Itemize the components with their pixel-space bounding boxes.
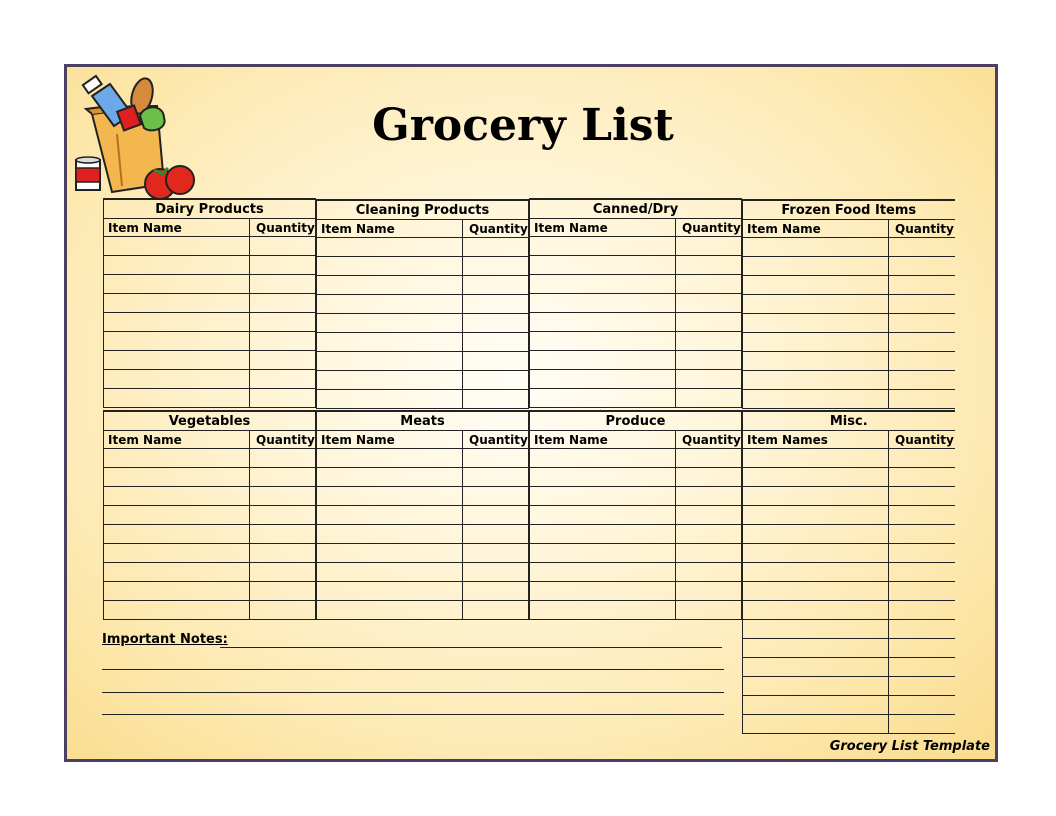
- table-row[interactable]: [743, 352, 955, 371]
- table-row[interactable]: [317, 371, 529, 390]
- column-header-item: Item Name: [743, 220, 889, 238]
- table-row[interactable]: [743, 506, 955, 525]
- table-row[interactable]: [743, 238, 955, 257]
- table-row[interactable]: [104, 449, 316, 468]
- table-row[interactable]: [104, 544, 316, 563]
- table-row[interactable]: [317, 582, 529, 601]
- table-row[interactable]: [743, 582, 955, 601]
- section-produce: [529, 410, 741, 620]
- table-row[interactable]: [104, 468, 316, 487]
- table-row[interactable]: [317, 506, 529, 525]
- column-header-item: Item Names: [743, 431, 889, 449]
- table-row[interactable]: [104, 370, 316, 389]
- table-row[interactable]: [743, 677, 955, 696]
- column-header-quantity: Quantity: [250, 431, 316, 449]
- table-row[interactable]: [317, 468, 529, 487]
- table-row[interactable]: [104, 256, 316, 275]
- table-row[interactable]: [743, 371, 955, 390]
- table-row[interactable]: [743, 525, 955, 544]
- page-title: Grocery List: [372, 100, 674, 151]
- table-row[interactable]: [743, 639, 955, 658]
- table-row[interactable]: [104, 275, 316, 294]
- table-row[interactable]: [317, 295, 529, 314]
- section-misc: [742, 410, 954, 734]
- section-dairy-products: [103, 198, 315, 408]
- table-row[interactable]: [317, 238, 529, 257]
- column-header-item: Item Name: [530, 431, 676, 449]
- table-row[interactable]: [317, 563, 529, 582]
- table-row[interactable]: [317, 314, 529, 333]
- table-row[interactable]: [530, 525, 742, 544]
- table-row[interactable]: [104, 313, 316, 332]
- table-row[interactable]: [317, 601, 529, 620]
- section-title: Cleaning Products: [317, 200, 529, 220]
- table-row[interactable]: [530, 601, 742, 620]
- column-header-quantity: Quantity: [676, 219, 742, 237]
- table-row[interactable]: [743, 333, 955, 352]
- table-row[interactable]: [317, 333, 529, 352]
- column-header-item: Item Name: [104, 431, 250, 449]
- table-row[interactable]: [104, 582, 316, 601]
- table-row[interactable]: [743, 658, 955, 677]
- table-row[interactable]: [530, 351, 742, 370]
- section-frozen-food-items: [742, 199, 954, 409]
- section-title: Vegetables: [104, 411, 316, 431]
- table-row[interactable]: [530, 506, 742, 525]
- table-row[interactable]: [317, 525, 529, 544]
- section-title: Misc.: [743, 411, 955, 431]
- table-row[interactable]: [317, 390, 529, 409]
- table-row[interactable]: [530, 389, 742, 408]
- column-header-quantity: Quantity: [889, 431, 955, 449]
- notes-line[interactable]: [102, 692, 724, 693]
- table-row[interactable]: [743, 563, 955, 582]
- section-vegetables: [103, 410, 315, 620]
- table-row[interactable]: [530, 563, 742, 582]
- section-canned-dry: [529, 198, 741, 408]
- column-header-quantity: Quantity: [463, 220, 529, 238]
- section-meats: [316, 410, 528, 620]
- notes-label: Important Notes:: [102, 632, 228, 647]
- table-row[interactable]: [743, 468, 955, 487]
- table-row[interactable]: [530, 468, 742, 487]
- table-row[interactable]: [104, 525, 316, 544]
- table-row[interactable]: [317, 449, 529, 468]
- table-row[interactable]: [104, 506, 316, 525]
- table-row[interactable]: [743, 487, 955, 506]
- column-header-quantity: Quantity: [250, 219, 316, 237]
- table-row[interactable]: [530, 313, 742, 332]
- table-row[interactable]: [317, 352, 529, 371]
- table-row[interactable]: [530, 487, 742, 506]
- section-cleaning-products: [316, 199, 528, 409]
- table-row[interactable]: [104, 487, 316, 506]
- table-row[interactable]: [743, 276, 955, 295]
- table-row[interactable]: [530, 449, 742, 468]
- table-row[interactable]: [743, 314, 955, 333]
- table-row[interactable]: [530, 332, 742, 351]
- section-title: Meats: [317, 411, 529, 431]
- table-row[interactable]: [743, 295, 955, 314]
- section-title: Produce: [530, 411, 742, 431]
- table-row[interactable]: [104, 351, 316, 370]
- table-row[interactable]: [530, 256, 742, 275]
- table-row[interactable]: [743, 449, 955, 468]
- footer-text: Grocery List Template: [829, 739, 990, 754]
- table-row[interactable]: [317, 257, 529, 276]
- table-row[interactable]: [530, 275, 742, 294]
- table-row[interactable]: [743, 544, 955, 563]
- table-row[interactable]: [104, 332, 316, 351]
- column-header-quantity: Quantity: [463, 431, 529, 449]
- column-header-quantity: Quantity: [676, 431, 742, 449]
- table-row[interactable]: [743, 620, 955, 639]
- table-row[interactable]: [530, 237, 742, 256]
- section-title: Dairy Products: [104, 199, 316, 219]
- table-row[interactable]: [317, 276, 529, 295]
- table-row[interactable]: [104, 237, 316, 256]
- table-row[interactable]: [104, 389, 316, 408]
- column-header-quantity: Quantity: [889, 220, 955, 238]
- column-header-item: Item Name: [104, 219, 250, 237]
- table-row[interactable]: [743, 715, 955, 734]
- table-row[interactable]: [104, 294, 316, 313]
- section-title: Frozen Food Items: [743, 200, 955, 220]
- notes-line[interactable]: [102, 669, 724, 670]
- table-row[interactable]: [530, 294, 742, 313]
- table-row[interactable]: [743, 696, 955, 715]
- table-row[interactable]: [317, 544, 529, 563]
- table-row[interactable]: [317, 487, 529, 506]
- table-row[interactable]: [104, 601, 316, 620]
- table-row[interactable]: [743, 601, 955, 620]
- notes-line[interactable]: [220, 647, 722, 648]
- table-row[interactable]: [743, 257, 955, 276]
- column-header-item: Item Name: [530, 219, 676, 237]
- section-title: Canned/Dry: [530, 199, 742, 219]
- table-row[interactable]: [530, 544, 742, 563]
- table-row[interactable]: [530, 370, 742, 389]
- notes-line[interactable]: [102, 714, 724, 715]
- column-header-item: Item Name: [317, 220, 463, 238]
- table-row[interactable]: [743, 390, 955, 409]
- column-header-item: Item Name: [317, 431, 463, 449]
- table-row[interactable]: [104, 563, 316, 582]
- table-row[interactable]: [530, 582, 742, 601]
